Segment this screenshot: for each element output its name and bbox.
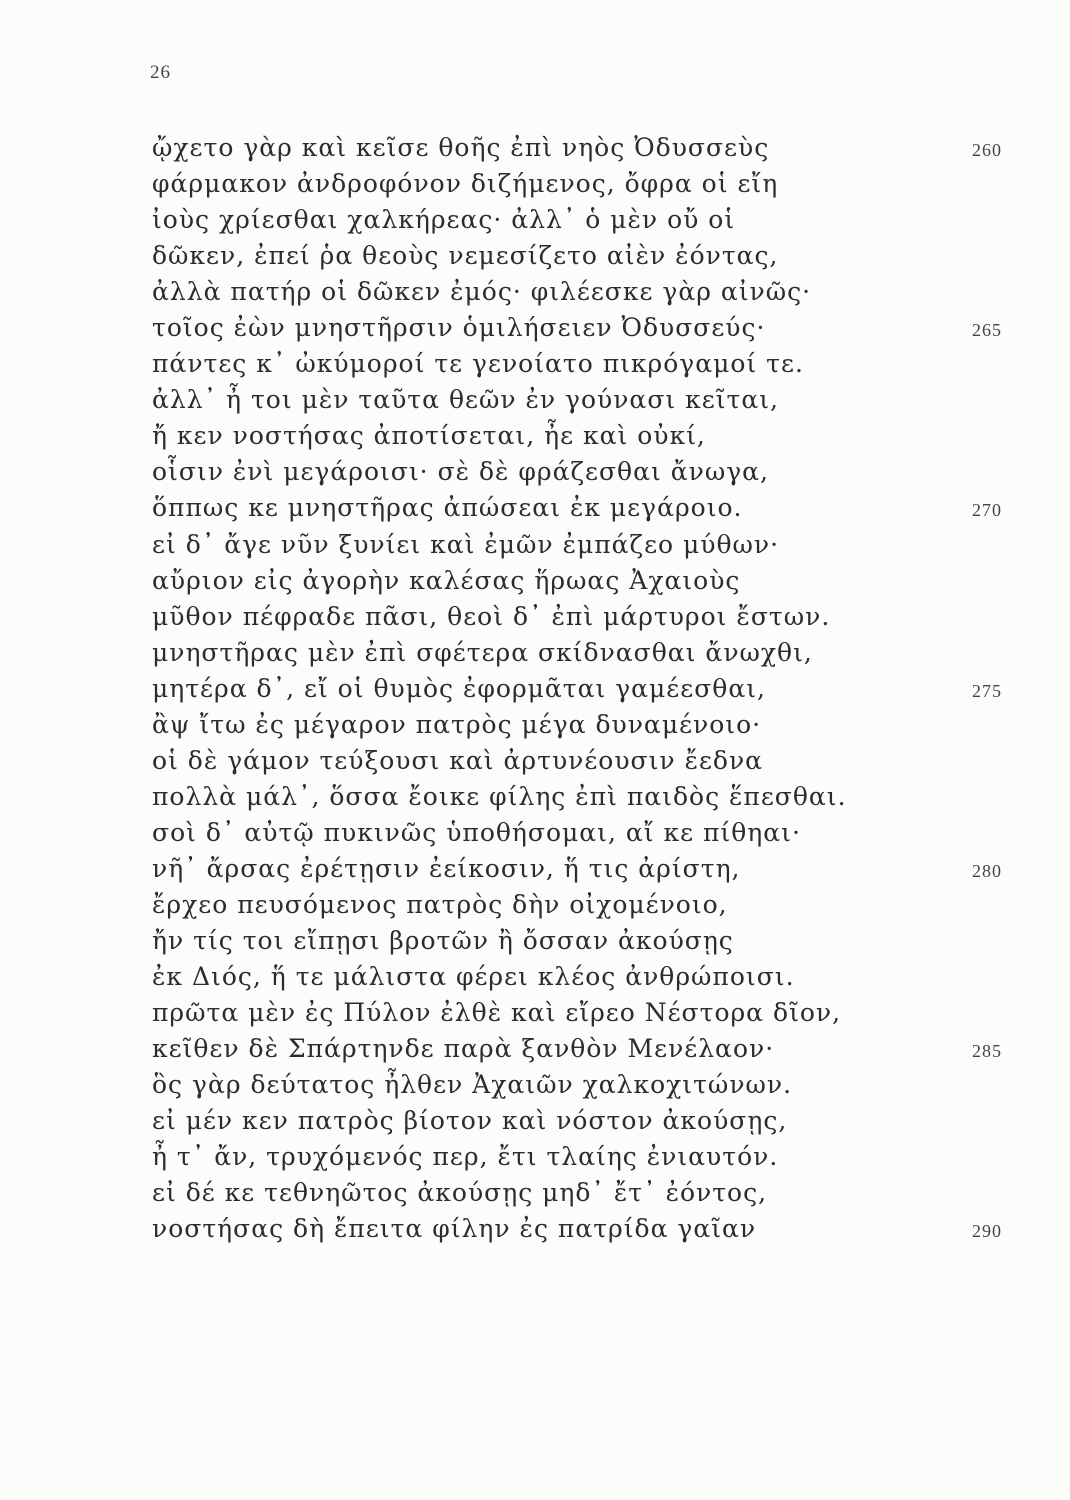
verse-text: εἰ δέ κε τεθνηῶτος ἀκούσῃς μηδ᾽ ἔτ᾽ ἐόντος,	[152, 1178, 768, 1208]
verse-line	[152, 599, 1032, 635]
verse-line	[152, 1139, 1032, 1175]
verse-line	[152, 527, 1032, 563]
line-number: 260	[972, 140, 1002, 160]
verse-line	[152, 382, 1032, 418]
line-number: 280	[972, 860, 1002, 881]
verse-text: ὃς γὰρ δεύτατος ἦλθεν Ἀχαιῶν χαλκοχιτώνων.	[152, 1070, 793, 1100]
verse-text: ἰοὺς χρίεσθαι χαλκήρεας· ἀλλ᾽ ὁ μὲν οὔ οἱ	[152, 205, 736, 235]
verse-text: ὅππως κε μνηστῆρας ἀπώσεαι ἐκ μεγάροιο.	[152, 493, 743, 523]
line-number: 270	[972, 500, 1002, 521]
verse-text: εἰ μέν κεν πατρὸς βίοτον καὶ νόστον ἀκούσῃς,	[152, 1106, 788, 1136]
verse-line	[152, 1103, 1032, 1139]
verse-text: ἔρχεο πευσόμενος πατρὸς δὴν οἰχομένοιο,	[152, 889, 728, 919]
verse-text: ἐκ Διός, ἥ τε μάλιστα φέρει κλέος ἀνθρώποισι.	[152, 962, 795, 992]
verse-line	[152, 923, 1032, 959]
line-number: 265	[972, 320, 1002, 341]
verse-text: μῦθον πέφραδε πᾶσι, θεοὶ δ᾽ ἐπὶ μάρτυροι ἔστων.	[152, 601, 831, 631]
line-number: 285	[972, 1041, 1002, 1062]
verse-line	[152, 1175, 1032, 1211]
verse-line	[152, 202, 1032, 238]
verse-line	[152, 274, 1032, 310]
verse-line	[152, 310, 1032, 346]
verse-line	[152, 418, 1032, 454]
verse-block	[152, 130, 1032, 1247]
verse-text: σοὶ δ᾽ αὐτῷ πυκινῶς ὑποθήσομαι, αἴ κε πίθηαι·	[152, 817, 801, 847]
verse-line	[152, 166, 1032, 202]
verse-line	[152, 851, 1032, 887]
verse-line	[152, 779, 1032, 815]
verse-text: εἰ δ᾽ ἄγε νῦν ξυνίει καὶ ἐμῶν ἐμπάζεο μύθων·	[152, 529, 780, 559]
verse-text: μητέρα δ᾽, εἴ οἱ θυμὸς ἐφορμᾶται γαμέεσθαι,	[152, 673, 766, 703]
verse-line	[152, 887, 1032, 923]
verse-line	[152, 743, 1032, 779]
verse-line	[152, 635, 1032, 671]
verse-text: μνηστῆρας μὲν ἐπὶ σφέτερα σκίδνασθαι ἄνωχθι,	[152, 637, 813, 667]
verse-text: φάρμακον ἀνδροφόνον διζήμενος, ὄφρα οἱ εἴη	[152, 169, 779, 199]
verse-line	[152, 490, 1032, 526]
verse-text: αὔριον εἰς ἀγορὴν καλέσας ἥρωας Ἀχαιοὺς	[152, 565, 741, 595]
verse-line	[152, 815, 1032, 851]
verse-text: νοστήσας δὴ ἔπειτα φίλην ἐς πατρίδα γαῖαν	[152, 1214, 757, 1244]
verse-line	[152, 454, 1032, 490]
line-number: 290	[972, 1221, 1002, 1242]
verse-text: τοῖος ἐὼν μνηστῆρσιν ὁμιλήσειεν Ὀδυσσεύς·	[152, 313, 766, 343]
verse-text: ἤν τίς τοι εἴπῃσι βροτῶν ἢ ὄσσαν ἀκούσῃς	[152, 926, 734, 956]
verse-text: νῆ᾽ ἄρσας ἐρέτῃσιν ἐείκοσιν, ἥ τις ἀρίστη,	[152, 853, 741, 883]
verse-text: πρῶτα μὲν ἐς Πύλον ἐλθὲ καὶ εἴρεο Νέστορα δῖον,	[152, 998, 842, 1028]
verse-line	[152, 959, 1032, 995]
verse-text: οἱ δὲ γάμον τεύξουσι καὶ ἀρτυνέουσιν ἔεδνα	[152, 745, 764, 775]
verse-text: ἦ τ᾽ ἄν, τρυχόμενός περ, ἔτι τλαίης ἐνιαυτόν.	[152, 1142, 779, 1172]
verse-line	[152, 995, 1032, 1031]
verse-text: οἷσιν ἐνὶ μεγάροισι· σὲ δὲ φράζεσθαι ἄνωγα,	[152, 457, 769, 487]
verse-line	[152, 671, 1032, 707]
verse-line	[152, 1067, 1032, 1103]
verse-line	[152, 1031, 1032, 1067]
page-number: 26	[150, 62, 171, 83]
verse-line	[152, 1211, 1032, 1247]
verse-text: ᾤχετο γὰρ καὶ κεῖσε θοῆς ἐπὶ νηὸς Ὀδυσσεὺς	[152, 133, 770, 162]
verse-text: δῶκεν, ἐπεί ῥα θεοὺς νεμεσίζετο αἰὲν ἐόντας,	[152, 241, 779, 271]
verse-line	[152, 238, 1032, 274]
verse-text: ἤ κεν νοστήσας ἀποτίσεται, ἦε καὶ οὐκί,	[152, 421, 706, 451]
verse-text: ἀλλὰ πατήρ οἱ δῶκεν ἐμός· φιλέεσκε γὰρ αἰνῶς·	[152, 277, 812, 307]
verse-line	[152, 707, 1032, 743]
verse-line	[152, 346, 1032, 382]
verse-text: κεῖθεν δὲ Σπάρτηνδε παρὰ ξανθὸν Μενέλαον·	[152, 1034, 775, 1064]
verse-text: πάντες κ᾽ ὠκύμοροί τε γενοίατο πικρόγαμοί τε.	[152, 349, 804, 379]
line-number: 275	[972, 680, 1002, 701]
verse-line	[152, 130, 1032, 166]
verse-text: ἂψ ἴτω ἐς μέγαρον πατρὸς μέγα δυναμένοιο·	[152, 709, 762, 739]
verse-text: πολλὰ μάλ᾽, ὅσσα ἔοικε φίλης ἐπὶ παιδὸς ἕπεσθαι.	[152, 781, 847, 811]
verse-text: ἀλλ᾽ ἦ τοι μὲν ταῦτα θεῶν ἐν γούνασι κεῖται,	[152, 385, 779, 415]
verse-line	[152, 563, 1032, 599]
